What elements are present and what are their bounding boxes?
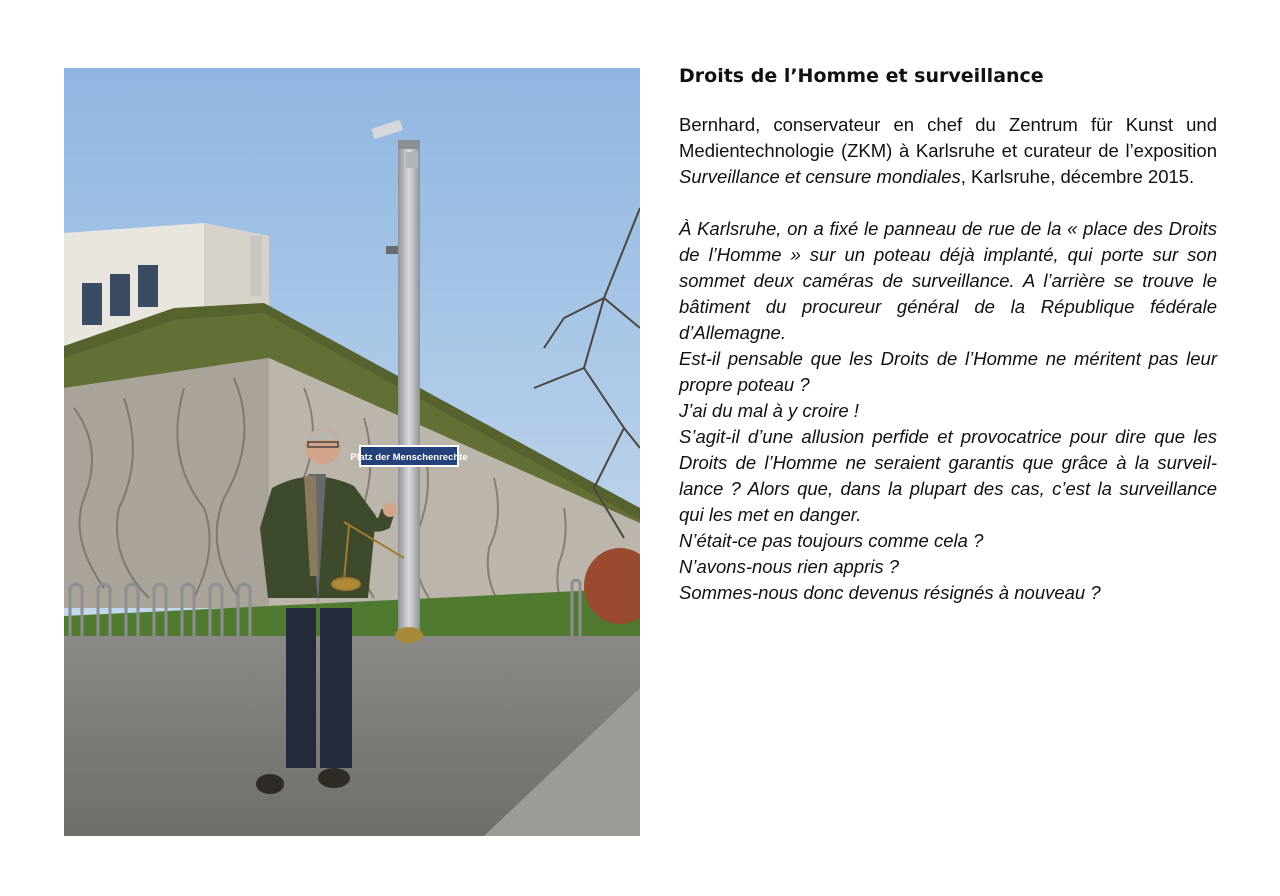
street-sign [350,446,467,466]
article-title: Droits de l’Homme et surveillance [679,65,1044,87]
body-paragraph: Sommes-nous donc devenus résignés à nouveau ? [679,582,1101,603]
photo-human-rights-square [64,68,640,836]
surveillance-pole [398,148,420,634]
intro-text-end: , Karlsruhe, décembre 2015. [960,166,1195,187]
intro-text-start: Bernhard, conservateur en chef du Zentrum für Kunst und Medientechnologie (ZKM) à Karlsruhe et curateur de l’exposition [679,114,1217,161]
street-sign-text: Platz der Menschenrechte [350,452,468,463]
photo-scene [64,68,640,836]
article-intro [679,112,1217,190]
body-paragraph: N’avons-nous rien appris ? [679,556,900,577]
exhibition-title: Surveillance et censure mondiales [679,166,961,187]
article [679,62,1217,606]
body-paragraph: À Karlsruhe, on a fixé le panneau de rue de la « place des Droits de l’Homme » sur un poteau déjà implanté, qui porte sur son sommet deux caméras de surveillance. A l’arrière se trouve le bâtiment du procureur général de la République fédérale d’Allemagne. [679,218,1217,343]
body-paragraph: Est-il pensable que les Droits de l’Homme ne méritent pas leur propre poteau ? [679,348,1217,395]
body-paragraph: J’ai du mal à y croire ! [679,400,859,421]
body-paragraph: N’était-ce pas toujours comme cela ? [679,530,984,551]
body-paragraph: S’agit-il d’une allusion perfide et provocatrice pour dire que les Droits de l’Homme ne seraient garantis que grâce à la surveillance ? Alors que, dans la plupart des cas, c’est la surveillance qui les met en danger. [679,426,1217,525]
